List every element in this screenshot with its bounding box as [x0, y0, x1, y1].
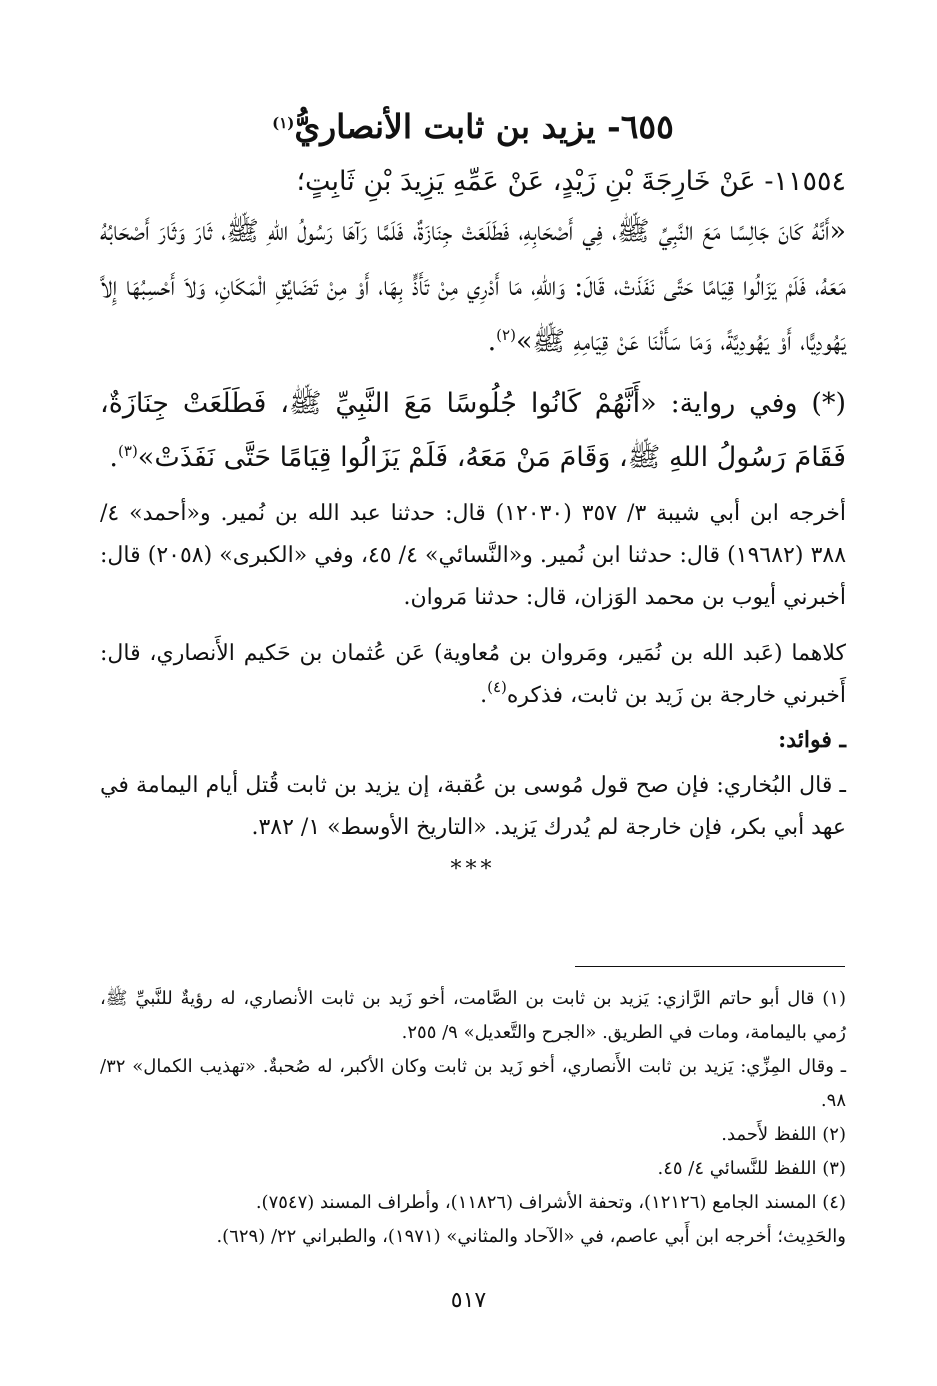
page-number: ٥١٧: [450, 1288, 487, 1313]
fawaid-heading: ـ فوائد:: [778, 727, 846, 753]
hadith-footnote-ref: (٢): [496, 326, 516, 344]
hadith-text: [100, 204, 846, 369]
page-title: [100, 104, 846, 150]
takhrij-paragraph-2: [100, 633, 846, 717]
footnote-2: (٢) اللفظ لأَحمد.: [721, 1124, 846, 1145]
riwaya-footnote-ref: (٣): [118, 442, 138, 460]
takhrij-footnote-ref: (٤): [487, 678, 507, 696]
takhrij-paragraph-1: أخرجه ابن أبي شيبة ٣/ ٣٥٧ (١٢٠٣٠) قال: حدثنا عبد الله بن نُمير. و«أحمد» ٤/ ٣٨٨ (١٩٦٨٢) قال: حدثنا ابن نُمير. و«النَّسائي» ٤/ ٤٥، وفي «الكبرى» (٢٠٥٨) قال: أخبرني أيوب بن محمد الوَزان، قال: حدثنا مَروان.: [100, 501, 847, 610]
riwaya-end: .: [109, 442, 119, 473]
footnote-1: (١) قال أبو حاتم الرَّازي: يَزيد بن ثابت بن الصَّامت، أخو زَيد بن ثابت الأنصاري، له رؤيةٌ للنَّبيِّ ﷺ، رُمي باليمامة، ومات في الطريق. «الجرح والتَّعديل» ٩/ ٢٥٥.: [100, 988, 846, 1043]
footnote-4: (٤) المسند الجامع (١٢١٢٦)، وتحفة الأشراف (١١٨٢٦)، وأطراف المسند (٧٥٤٧).: [255, 1192, 846, 1213]
riwaya-paragraph: [100, 377, 846, 485]
title-text: ٦٥٥- يزيد بن ثابت الأنصاريُّ: [294, 107, 674, 146]
takhrij-section: [100, 493, 846, 717]
hadith-text-body: «أَنَّهُ كَانَ جَالِسًا مَعَ النَّبِيِّ ﷺ، فِي أَصْحَابِهِ، فَطَلَعَتْ جِنَازَةٌ، فَلَمَّا رَآهَا رَسُولُ اللهِ ﷺ، ثَارَ وَثَارَ أَصْحَابُهُ مَعَهُ، فَلَمْ يَزَالُوا قِيَامًا حَتَّى نَفَذَتْ، قَالَ: وَاللهِ، مَا أَدْرِي مِنْ تَأَذٍّ بِهَا، أَوْ مِنْ تَضَايُقِ الْمَكَانِ، وَلاَ أَحْسِبُهَا إِلاَّ يَهُودِيًّا، أَوْ يَهُودِيَّةً، وَمَا سَأَلْنَا عَنْ قِيَامِهِ ﷺ»: [100, 216, 846, 357]
hadith-lead: ١١٥٥٤- عَنْ خَارِجَةَ بْنِ زَيْدٍ، عَنْ عَمِّهِ يَزِيدَ بْنِ ثَابِتٍ؛: [296, 166, 846, 197]
footnote-1-continued: ـ وقال المِزِّي: يَزيد بن ثابت الأَنصاري، أخو زَيد بن ثابت وكان الأكبر، له صُحبةٌ. «تهذيب الكمال» ٣٢/ ٩٨.: [100, 1056, 846, 1111]
riwaya-text: (*) وفي رواية: «أَنَّهُمْ كَانُوا جُلُوسًا مَعَ النَّبِيِّ ﷺ، فَطَلَعَتْ جِنَازَةٌ، فَقَامَ رَسُولُ اللهِ ﷺ، وَقَامَ مَنْ مَعَهُ، فَلَمْ يَزَالُوا قِيَامًا حَتَّى نَفَذَتْ»: [100, 388, 846, 473]
footnote-4-continued: والحَدِيث؛ أخرجه ابن أَبي عاصم، في «الآحاد والمثاني» (١٩٧١)، والطبراني ٢٢/ (٦٢٩).: [216, 1226, 846, 1247]
section-separator: ***: [450, 857, 496, 882]
footnote-3: (٣) اللفظ للنَّسائي ٤/ ٤٥.: [657, 1158, 846, 1179]
takhrij-paragraph-2-end: .: [480, 683, 488, 708]
page-body: [100, 104, 846, 887]
footnote-divider: [575, 966, 845, 967]
hadith-text-end: .: [487, 326, 497, 357]
title-footnote-ref: (١): [272, 114, 295, 132]
fawaid-text: ـ قال البُخاري: فإن صح قول مُوسى بن عُقبة، إن يزيد بن ثابت قُتل أيام اليمامة في عهد أبي بكر، فإن خارجة لم يُدرك يَزيد. «التاريخ الأوسط» ١/ ٣٨٢.: [100, 773, 846, 840]
footnotes: [100, 982, 846, 1254]
takhrij-paragraph-2-text: كلاهما (عَبد الله بن نُمَير، ومَروان بن مُعاوية) عَن عُثمان بن حَكيم الأَنصاري، قال: أَخبرني خارجة بن زَيد بن ثابت، فذكره: [100, 641, 846, 708]
